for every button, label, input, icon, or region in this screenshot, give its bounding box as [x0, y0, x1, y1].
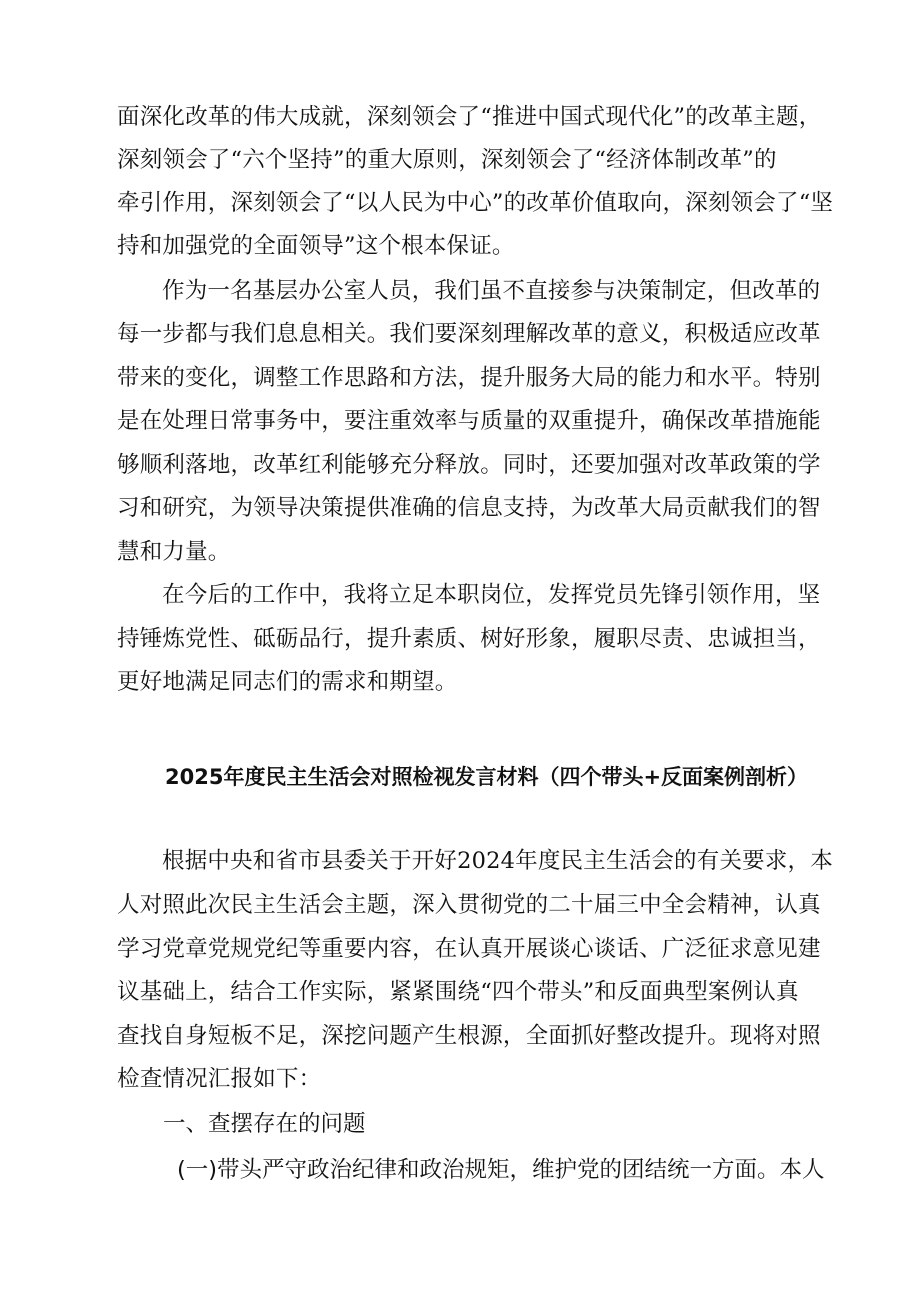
- paragraph-line: 每一步都与我们息息相关。我们要深刻理解改革的意义，积极适应改革: [117, 321, 821, 347]
- heading-level-2: (一)带头严守政治纪律和政治规矩，维护党的团结统一方面。本人: [177, 1157, 825, 1183]
- paragraph-line: 持和加强党的全面领导”这个根本保证。: [117, 233, 515, 259]
- paragraph-line: 是在处理日常事务中，要注重效率与质量的双重提升，确保改革措施能: [117, 408, 821, 434]
- paragraph-line: 面深化改革的伟大成就，深刻领会了“推进中国式现代化”的改革主题，: [117, 104, 822, 130]
- heading-level-1: 一、查摆存在的问题: [163, 1111, 366, 1137]
- paragraph-line: 学习党章党规党纪等重要内容，在认真开展谈心谈话、广泛征求意见建: [117, 936, 821, 962]
- paragraph-line: 议基础上，结合工作实际，紧紧围绕“四个带头”和反面典型案例认真: [117, 979, 799, 1005]
- paragraph-line: 更好地满足同志们的需求和期望。: [117, 669, 458, 695]
- paragraph-line: 带来的变化，调整工作思路和方法，提升服务大局的能力和水平。特别: [117, 365, 821, 391]
- section-title: 2025年度民主生活会对照检视发言材料（四个带头+反面案例剖析）: [165, 765, 809, 789]
- paragraph-line: 牵引作用，深刻领会了“以人民为中心”的改革价值取向，深刻领会了“坚: [117, 190, 834, 216]
- paragraph-line: 作为一名基层办公室人员，我们虽不直接参与决策制定，但改革的: [162, 278, 821, 304]
- paragraph-line: 持锤炼党性、砥砺品行，提升素质、树好形象，履职尽责、忠诚担当，: [117, 626, 821, 652]
- paragraph-line: 检查情况汇报如下：: [117, 1066, 322, 1092]
- paragraph-line: 根据中央和省市县委关于开好2024年度民主生活会的有关要求，本: [162, 848, 833, 874]
- paragraph-line: 深刻领会了“六个坚持”的重大原则，深刻领会了“经济体制改革”的: [117, 147, 777, 173]
- paragraph-line: 习和研究，为领导决策提供准确的信息支持，为改革大局贡献我们的智: [117, 495, 821, 521]
- paragraph-line: 人对照此次民主生活会主题，深入贯彻党的二十届三中全会精神，认真: [117, 892, 821, 918]
- paragraph-line: 在今后的工作中，我将立足本职岗位，发挥党员先锋引领作用，坚: [162, 582, 821, 608]
- paragraph-line: 慧和力量。: [117, 539, 231, 565]
- paragraph-line: 查找自身短板不足，深挖问题产生根源，全面抓好整改提升。现将对照: [117, 1023, 821, 1049]
- paragraph-line: 够顺利落地，改革红利能够充分释放。同时，还要加强对改革政策的学: [117, 452, 821, 478]
